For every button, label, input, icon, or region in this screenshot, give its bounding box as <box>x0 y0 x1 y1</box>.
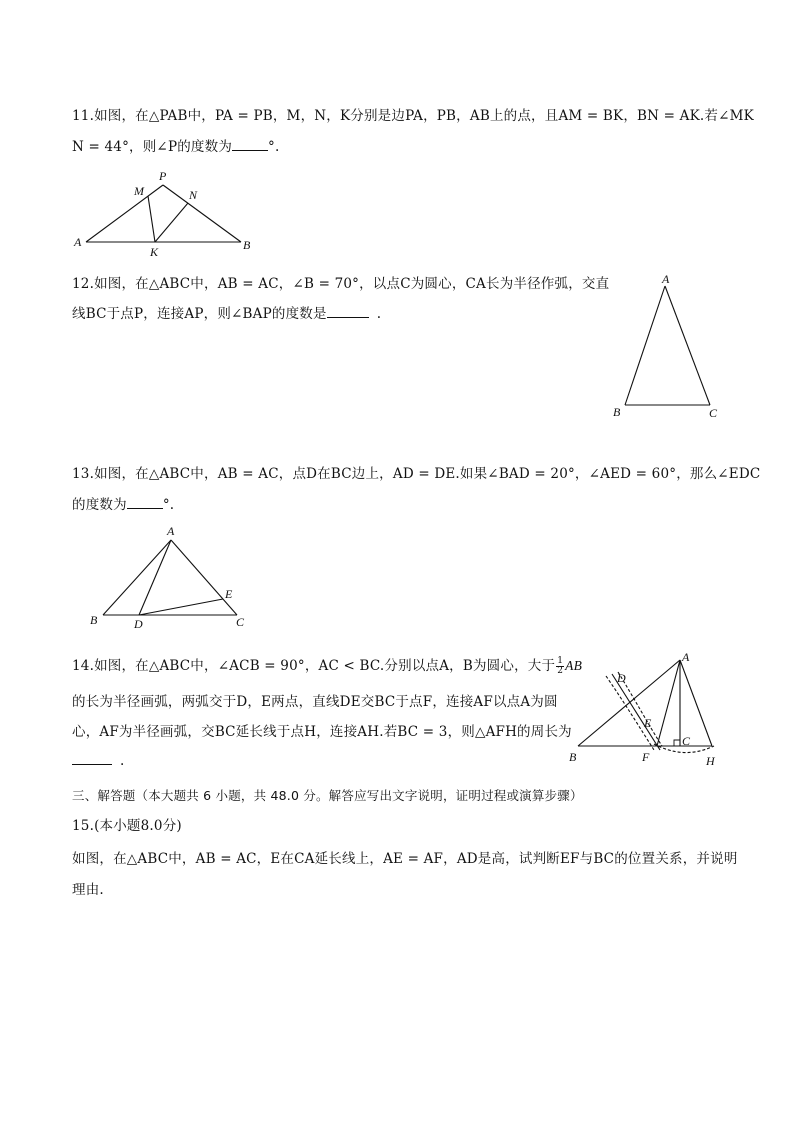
q13-label-c: C <box>236 615 245 629</box>
q14-label-a: A <box>682 650 690 664</box>
q11-figure <box>70 166 270 261</box>
q12-label-b: B <box>613 405 621 419</box>
q13-figure <box>84 522 259 634</box>
q12-text-line2-a: 线BC于点P，连接AP，则∠BAP的度数是 <box>72 306 327 322</box>
q14-line-de <box>612 674 660 750</box>
q11-text-line2-a: N = 44°，则∠P的度数为 <box>72 139 233 155</box>
q14-label-f: F <box>642 750 650 764</box>
q12-label-c: C <box>709 406 718 420</box>
q15-text-line1: 如图，在△ABC中，AB = AC，E在CA延长线上，AE = AF，AD是高，试判断EF与BC的位置关系，并说明 <box>72 851 738 867</box>
q13-text-line2-a: 的度数为 <box>72 497 127 513</box>
q12-segment-ab <box>625 286 665 405</box>
q14-text-line1 <box>72 654 582 676</box>
q14-answer-blank[interactable] <box>72 752 112 765</box>
q13-label-b: B <box>90 613 98 627</box>
q11-label-k: K <box>150 245 159 259</box>
q11-label-n: N <box>189 188 198 202</box>
q11-text-line2 <box>72 135 279 155</box>
q14-label-d: D <box>617 671 626 685</box>
q13-label-e: E <box>225 587 233 601</box>
q13-text-line1: 13.如图，在△ABC中，AB = AC，点D在BC边上，AD = DE.如果∠BAD = 20°，∠AED = 60°，那么∠EDC <box>72 466 761 482</box>
q14-label-b: B <box>569 750 577 764</box>
q13-segment-ac <box>171 540 237 615</box>
q14-text-line2: 的长为半径画弧，两弧交于D，E两点，直线DE交BC于点F，连接AF以点A为圆 <box>72 694 558 710</box>
q11-label-p: P <box>159 169 167 183</box>
q14-figure <box>566 646 726 774</box>
q14-fraction-numerator: 1 <box>557 656 564 666</box>
q13-segment-ab <box>103 540 171 615</box>
q14-right-angle-mark <box>674 740 680 746</box>
q14-text-line1-b: AB <box>565 658 583 673</box>
q14-arc-from-a <box>606 676 654 750</box>
q14-text-line1-a: 14.如图，在△ABC中，∠ACB = 90°，AC < BC.分别以点A，B为圆心，大于 <box>72 658 556 674</box>
q13-label-d: D <box>134 617 143 631</box>
q11-segment-pb <box>163 185 241 242</box>
q12-answer-blank[interactable] <box>327 305 369 318</box>
q14-text-line3: 心，AF为半径画弧，交BC延长线于点H，连接AH.若BC = 3，则△AFH的周长为 <box>72 724 572 740</box>
q12-text-line2 <box>72 302 381 322</box>
q14-segment-af <box>657 660 680 746</box>
q14-fraction-denominator: 2 <box>557 666 564 676</box>
q13-segment-de <box>139 599 223 615</box>
q11-label-m: M <box>134 184 144 198</box>
q13-text-line2-b: °. <box>162 497 175 513</box>
q14-segment-ab <box>578 660 680 746</box>
q11-answer-blank[interactable] <box>232 138 268 151</box>
q13-segment-ad <box>139 540 171 615</box>
q11-label-a: A <box>74 235 82 249</box>
q14-label-h: H <box>706 754 715 768</box>
q12-label-a: A <box>662 272 670 286</box>
q11-label-b: B <box>243 238 251 252</box>
q11-segment-mk <box>148 196 155 242</box>
q15-text-line2: 理由. <box>72 882 104 898</box>
q13-answer-blank[interactable] <box>127 496 163 509</box>
q11-segment-ap <box>86 185 163 242</box>
q11-segment-kn <box>155 203 188 242</box>
q14-label-e: E <box>644 716 652 730</box>
q11-text-line2-b: °. <box>268 139 280 155</box>
q13-label-a: A <box>167 524 175 538</box>
q12-text-line2-b: . <box>376 306 382 322</box>
q15-header: 15.(本小题8.0分) <box>72 818 182 834</box>
q14-fraction-half <box>556 657 564 676</box>
q14-label-c: C <box>682 734 691 748</box>
q12-text-line1: 12.如图，在△ABC中，AB = AC，∠B = 70°，以点C为圆心，CA长为半径作弧，交直 <box>72 276 610 292</box>
q13-text-line2 <box>72 493 174 513</box>
q12-figure <box>608 270 728 425</box>
q14-text-line4-b: . <box>120 753 125 769</box>
q11-text-line1: 11.如图，在△PAB中，PA = PB，M，N，K分别是边PA，PB，AB上的点，且AM = BK，BN = AK.若∠MK <box>72 108 754 124</box>
q14-text-line4 <box>72 752 125 769</box>
q12-segment-ac <box>665 286 710 405</box>
section3-title: 三、解答题（本大题共 6 小题，共 48.0 分。解答应写出文字说明，证明过程或演算步骤） <box>72 788 583 803</box>
